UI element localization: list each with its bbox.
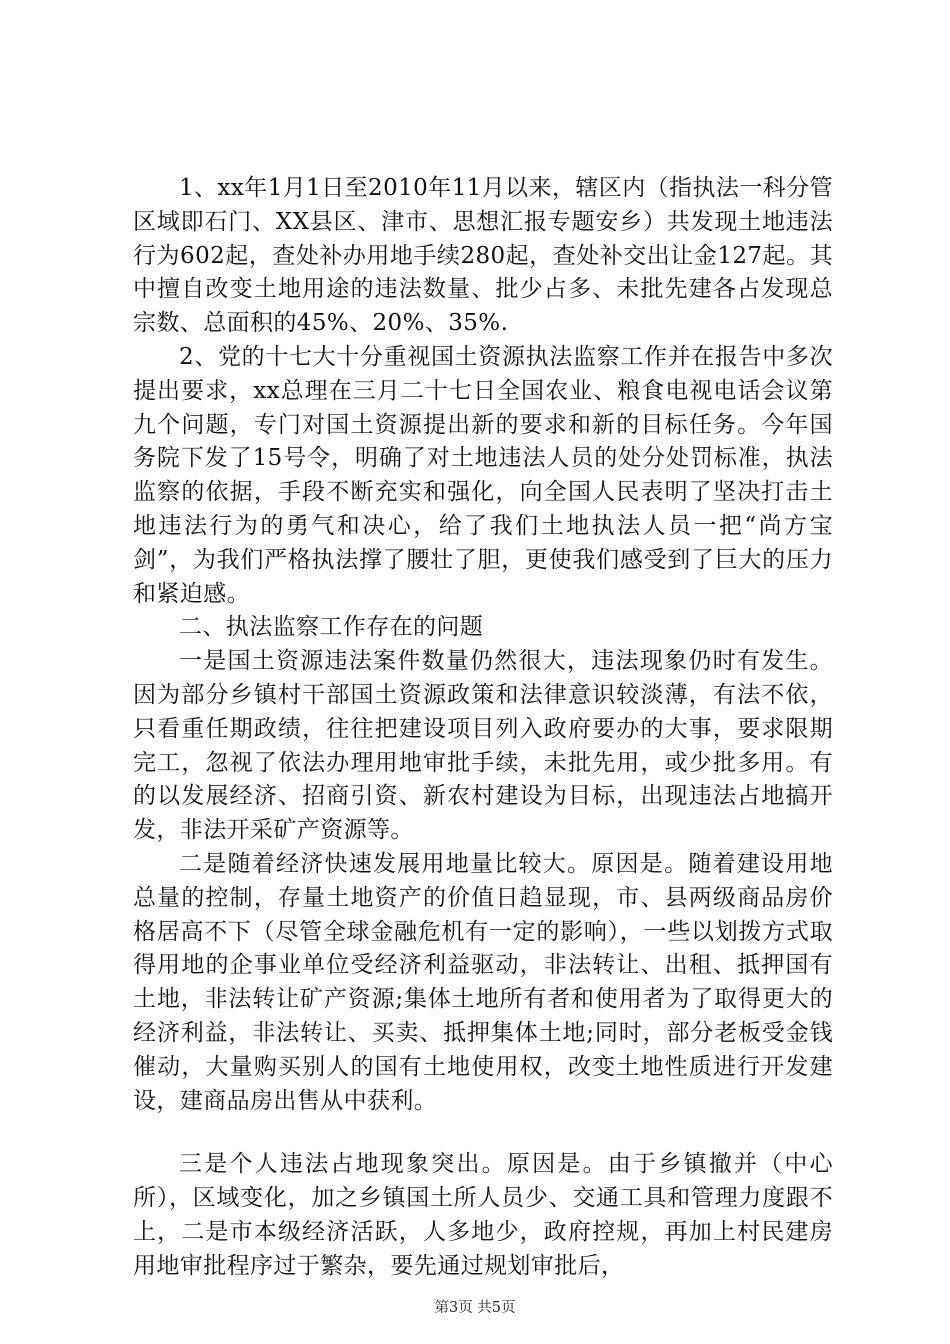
paragraph-party-emphasis: 2、党的十七大十分重视国土资源执法监察工作并在报告中多次提出要求，xx总理在三月二十七日全国农业、粮食电视电话会议第九个问题，专门对国土资源提出新的要求和新的目标任务。今年国务院下发了15号令，明确了对土地违法人员的处分处罚标准，执法监察的依据，手段不断充实和强化，向全国人民表明了坚决打击土地违法行为的勇气和决心，给了我们土地执法人员一把“尚方宝剑”，为我们严格执法撑了腰壮了胆，更使我们感受到了巨大的压力和紧迫感。 [133,343,833,607]
section-heading-problems: 二、执法监察工作存在的问题 [179,614,484,641]
paragraph-problem-three: 三是个人违法占地现象突出。原因是。由于乡镇撤并（中心所），区域变化，加之乡镇国土所人员少、交通工具和管理力度跟不上，二是市本级经济活跃，人多地少，政府控规，再加上村民建房用地审批程序过于繁杂，要先通过规划审批后， [133,1151,833,1279]
paragraph-problem-two: 二是随着经济快速发展用地量比较大。原因是。随着建设用地总量的控制，存量土地资产的价值日趋显现，市、县两级商品房价格居高不下（尽管全球金融危机有一定的影响），一些以划拨方式取得用地的企事业单位受经济利益驱动，非法转让、出租、抵押国有土地，非法转让矿产资源;集体土地所有者和使用者为了取得更大的经济利益，非法转让、买卖、抵押集体土地;同时，部分老板受金钱催动，大量购买别人的国有土地使用权，改变土地性质进行开发建设，建商品房出售从中获利。 [133,850,833,1114]
document-body [133,172,833,1284]
paragraph-statistics: 1、xx年1月1日至2010年11月以来，辖区内（指执法一科分管区域即石门、XX县区、津市、思想汇报专题安乡）共发现土地违法行为602起，查处补办用地手续280起，查处补交出让金127起。其中擅自改变土地用途的违法数量、批少占多、未批先建各占发现总宗数、总面积的45%、20%、35%. [133,175,833,337]
page-footer: 第3页 共5页 [434,1300,516,1316]
paragraph-problem-one: 一是国土资源违法案件数量仍然很大，违法现象仍时有发生。因为部分乡镇村干部国土资源政策和法律意识较淡薄，有法不依，只看重任期政绩，往往把建设项目列入政府要办的大事，要求限期完工，忽视了依法办理用地审批手续，未批先用，或少批多用。有的以发展经济、招商引资、新农村建设为目标，出现违法占地搞开发，非法开采矿产资源等。 [133,648,833,844]
